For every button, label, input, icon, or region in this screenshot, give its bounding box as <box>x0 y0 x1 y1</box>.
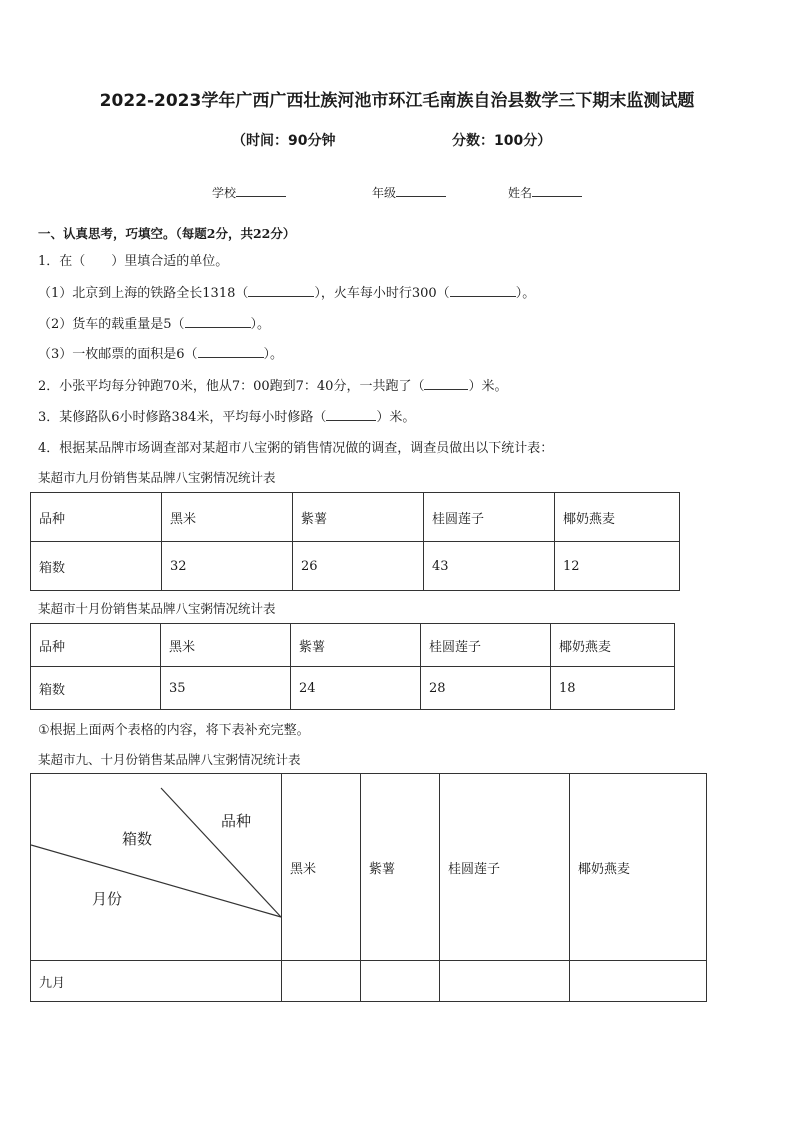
exam-time: （时间：90分钟 <box>232 133 336 149</box>
table-row <box>31 667 675 710</box>
table-cell: 18 <box>551 667 675 710</box>
question-1-part-3 <box>38 343 283 362</box>
diag-month-label: 月份 <box>92 890 123 908</box>
table-cell: 桂圆莲子 <box>421 624 551 667</box>
table-row <box>31 774 707 961</box>
school-field[interactable] <box>212 183 286 201</box>
page-title: 2022-2023学年广西广西壮族河池市环江毛南族自治县数学三下期末监测试题 <box>99 91 695 111</box>
table-cell: 紫薯 <box>291 624 421 667</box>
q1-p3-text-b: ）。 <box>263 347 284 362</box>
table-row <box>31 542 680 591</box>
diag-variety-label: 品种 <box>221 812 252 830</box>
section-heading: 一、认真思考，巧填空。（每题2分，共22分） <box>38 226 296 241</box>
column-header: 椰奶燕麦 <box>570 774 707 961</box>
q1-p2-text-a: （2）货车的载重量是5（ <box>38 317 185 332</box>
table-cell: 35 <box>161 667 291 710</box>
table-cell: 品种 <box>31 493 162 542</box>
column-header: 黑米 <box>282 774 361 961</box>
table-cell: 黑米 <box>161 624 291 667</box>
table-cell: 32 <box>162 542 293 591</box>
grade-label: 年级 <box>372 186 397 200</box>
school-label: 学校 <box>212 186 237 200</box>
question-4: 4．根据某品牌市场调查部对某超市八宝粥的销售情况做的调查，调查员做出以下统计表： <box>38 441 554 456</box>
sep-sales-table <box>30 492 680 591</box>
answer-cell[interactable] <box>570 961 707 1002</box>
table-cell: 28 <box>421 667 551 710</box>
table-cell: 椰奶燕麦 <box>555 493 680 542</box>
column-header: 桂圆莲子 <box>440 774 570 961</box>
table-cell: 椰奶燕麦 <box>551 624 675 667</box>
q1-p2-text-b: ）。 <box>250 317 271 332</box>
fill-instruction: ①根据上面两个表格的内容，将下表补充完整。 <box>38 723 310 738</box>
q2-text-b: ）米。 <box>468 379 508 394</box>
q3-text-a: 3．某修路队6小时修路384米，平均每小时修路（ <box>38 410 327 425</box>
q1-p3-blank[interactable] <box>198 344 264 358</box>
name-field[interactable] <box>508 183 582 201</box>
diagonal-header-cell <box>31 774 282 961</box>
exam-score: 分数：100分） <box>452 133 552 149</box>
table-cell: 品种 <box>31 624 161 667</box>
q1-p2-blank[interactable] <box>185 314 251 328</box>
table-cell: 43 <box>424 542 555 591</box>
answer-cell[interactable] <box>361 961 440 1002</box>
column-header: 紫薯 <box>361 774 440 961</box>
table-cell: 桂圆莲子 <box>424 493 555 542</box>
q3-blank[interactable] <box>326 407 376 421</box>
question-2 <box>38 375 507 394</box>
question-1-stem: 1．在（ ）里填合适的单位。 <box>38 254 229 269</box>
question-1-part-2 <box>38 313 270 332</box>
table-cell: 26 <box>293 542 424 591</box>
table-cell: 箱数 <box>31 667 161 710</box>
row-label-september: 九月 <box>31 961 282 1002</box>
table-row <box>31 624 675 667</box>
grade-blank[interactable] <box>396 183 446 197</box>
answer-cell[interactable] <box>282 961 361 1002</box>
table-cell: 黑米 <box>162 493 293 542</box>
table-cell: 12 <box>555 542 680 591</box>
table-cell: 箱数 <box>31 542 162 591</box>
q1-p3-text-a: （3）一枚邮票的面积是6（ <box>38 347 198 362</box>
q1-p1-text-c: ）。 <box>515 286 536 301</box>
table-cell: 24 <box>291 667 421 710</box>
q2-blank[interactable] <box>424 376 468 390</box>
q1-p1-blank-2[interactable] <box>450 283 516 297</box>
q2-text-a: 2．小张平均每分钟跑70米，他从7：00跑到7：40分，一共跑了（ <box>38 379 425 394</box>
question-3 <box>38 406 415 425</box>
q1-p1-text-a: （1）北京到上海的铁路全长1318（ <box>38 286 249 301</box>
q1-p1-text-b: ），火车每小时行300（ <box>314 286 450 301</box>
oct-table-caption: 某超市十月份销售某品牌八宝粥情况统计表 <box>38 601 276 616</box>
sep-table-caption: 某超市九月份销售某品牌八宝粥情况统计表 <box>38 470 276 485</box>
diag-boxes-label: 箱数 <box>122 830 153 848</box>
combined-sales-table <box>30 773 707 1002</box>
combined-table-caption: 某超市九、十月份销售某品牌八宝粥情况统计表 <box>38 752 301 767</box>
name-blank[interactable] <box>532 183 582 197</box>
table-row <box>31 961 707 1002</box>
table-cell: 紫薯 <box>293 493 424 542</box>
school-blank[interactable] <box>236 183 286 197</box>
oct-sales-table <box>30 623 675 710</box>
answer-cell[interactable] <box>440 961 570 1002</box>
q1-p1-blank-1[interactable] <box>248 283 314 297</box>
q3-text-b: ）米。 <box>376 410 416 425</box>
grade-field[interactable] <box>372 183 446 201</box>
diagonal-lines <box>31 774 289 961</box>
name-label: 姓名 <box>508 186 533 200</box>
table-row <box>31 493 680 542</box>
question-1-part-1 <box>38 282 535 301</box>
